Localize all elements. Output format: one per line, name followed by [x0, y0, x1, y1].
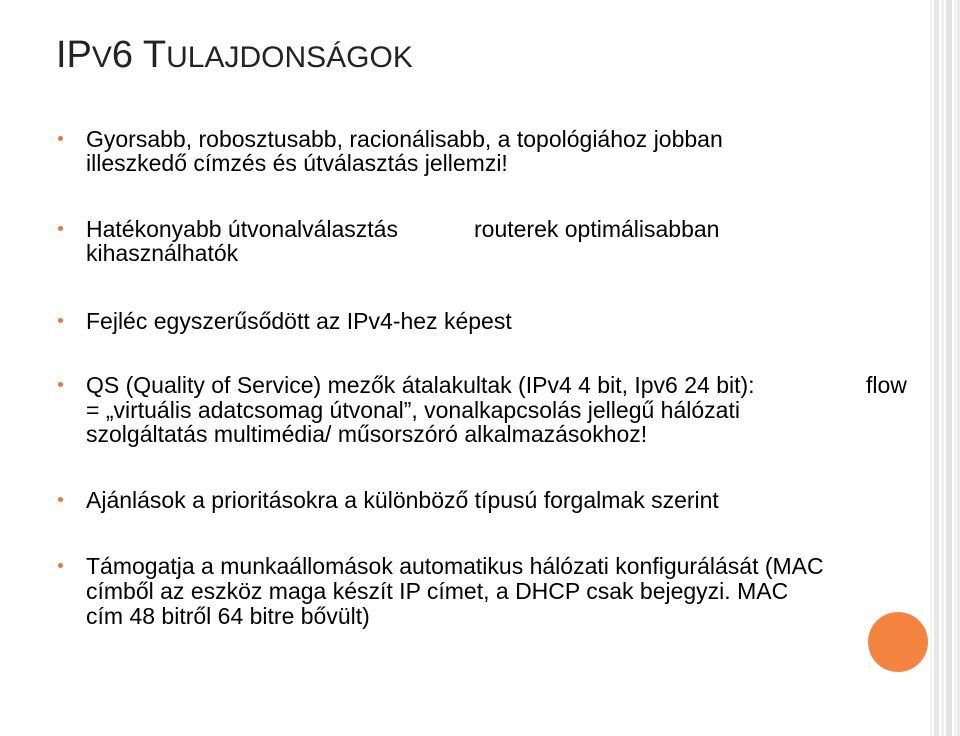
- bullet-text-line: Fejléc egyszerűsődött az IPv4-hez képest: [86, 308, 512, 334]
- bullet-text-line: címből az eszköz maga készít IP címet, a DHCP csak bejegyzi. MAC: [86, 578, 789, 604]
- bullet-dot-icon: [58, 563, 63, 568]
- bullet-text-line: illeszkedő címzés és útválasztás jellemzi!: [86, 150, 508, 176]
- bullet-text-line: Ajánlások a prioritásokra a különböző típusú forgalmak szerint: [86, 487, 719, 513]
- bullet-dot-icon: [58, 382, 63, 387]
- bullet-text-line: routerek optimálisabban: [474, 216, 720, 242]
- bullet-text-line: Hatékonyabb útvonalválasztás: [86, 216, 398, 242]
- bullet-dot-icon: [58, 497, 63, 502]
- bullet-text-line: szolgáltatás multimédia/ műsorszóró alkalmazásokhoz!: [86, 421, 648, 447]
- bullet-text-line: QS (Quality of Service) mezők átalakultak (IPv4 4 bit, Ipv6 24 bit):: [86, 372, 755, 398]
- bullet-dot-icon: [58, 136, 63, 141]
- bullet-text-line: = „virtuális adatcsomag útvonal”, vonalkapcsolás jellegű hálózati: [86, 397, 740, 423]
- bullet-text-line: flow: [866, 372, 907, 398]
- orange-circle-decoration: [868, 612, 928, 672]
- bullet-dot-icon: [58, 226, 63, 231]
- bullet-text-line: kihasználhatók: [86, 240, 239, 266]
- title-part: V: [91, 41, 112, 74]
- title-part: IP: [56, 34, 92, 76]
- bullet-dot-icon: [58, 318, 63, 323]
- bullet-text-line: cím 48 bitről 64 bitre bővült): [86, 603, 370, 629]
- title-part: 6 T: [111, 34, 167, 76]
- bullet-text-line: Gyorsabb, robosztusabb, racionálisabb, a topológiához jobban: [86, 126, 723, 152]
- bullet-text-line: Támogatja a munkaállomások automatikus hálózati konfigurálását (MAC: [86, 553, 824, 579]
- title-part: ULAJDONSÁGOK: [166, 41, 413, 74]
